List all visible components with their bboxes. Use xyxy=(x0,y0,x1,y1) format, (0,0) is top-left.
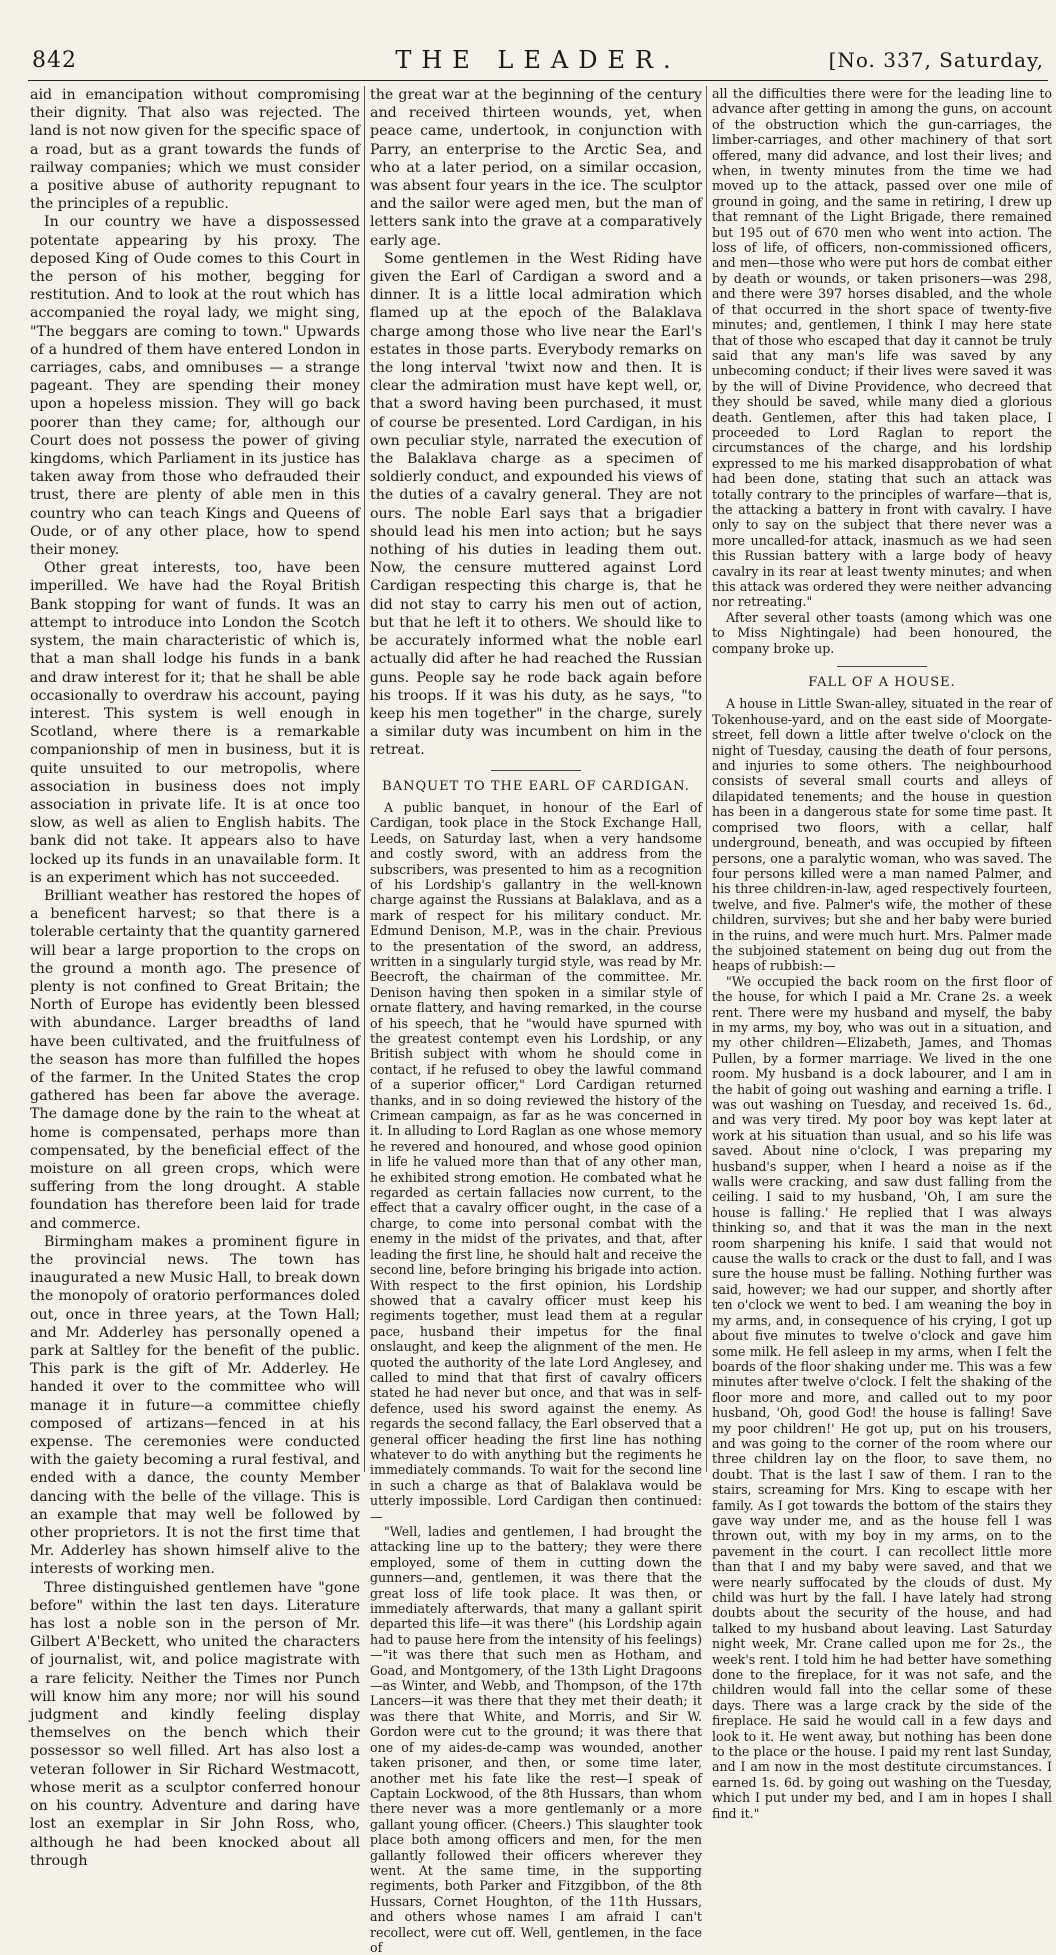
column-2 xyxy=(370,86,703,1955)
paragraph: Birmingham makes a prominent figure in the provincial news. The town has inaugurated a new Music Hall, to break down the monopoly of oratorio performances doled out, once in three years, at the Town Hall; and Mr. Adderley has personally opened a park at Saltley for the benefit of the public. This park is the gift of Mr. Adderley. He handed it over to the committee who will manage it in future—a committee chiefly composed of artizans—fenced in at his expense. The ceremonies were conducted with the gaiety becoming a rural festival, and ended with a dance, the county Member dancing with the belle of the village. This is an example that may well be followed by other proprietors. It is not the first time that Mr. Adderley has shown himself alive to the interests of working men. xyxy=(30,1233,360,1578)
column-divider xyxy=(706,86,707,1472)
issue-info: [No. 337, Saturday, xyxy=(828,48,1044,72)
masthead-title: THE LEADER. xyxy=(395,46,681,74)
paragraph: aid in emancipation without compromising their dignity. That also was rejected. The land is not now given for the specific space of a road, but as a grant towards the funds of railway companies; which we must consider a positive abuse of authority repugnant to the principles of a republic. xyxy=(30,87,360,213)
paragraph: Other great interests, too, have been imperilled. We have had the Royal British Bank stopping for want of funds. It was an attempt to introduce into London the Scotch system, the main characteristic of which is, that a man shall lodge his funds in a bank and draw interest for it; that he shall be able occasionally to overdraw his account, paying interest. This system is well enough in Scotland, where there is a remarkable companionship of men in business, but it is quite unsuited to our metropolis, where association in business does not imply association in private life. It is at once too slow, as well as alien to English habits. The bank did not take. It appears also to have locked up its funds in an unavailable form. It is an experiment which has not succeeded. xyxy=(30,560,360,886)
paragraph: A house in Little Swan-alley, situated in the rear of Tokenhouse-yard, and on the east side of Moorgate-street, fell down a little after twelve o'clock on the night of Tuesday, causing the death of four persons, and injuries to some others. The neighbourhood consists of several small courts and alleys of dilapidated tenements; and the house in question has been in a dangerous state for some time past. It comprised two floors, with a cellar, half underground, beneath, and was occupied by fifteen persons, one a paralytic woman, who was saved. The four persons killed were a man named Palmer, and his three children-in-law, aged respectively fourteen, twelve, and five. Palmer's wife, the mother of these children, survives; but she and her baby were buried in the ruins, and were much hurt. Mrs. Palmer made the subjoined statement on being dug out from the heaps of rubbish:— xyxy=(712,696,1052,974)
section-rule xyxy=(837,666,927,667)
article-heading-banquet: BANQUET TO THE EARL OF CARDIGAN. xyxy=(382,778,690,794)
column-1 xyxy=(30,86,360,1869)
section-rule xyxy=(491,770,581,771)
paragraph: all the difficulties there were for the leading line to advance after getting in among the guns, on account of the obstruction which the gun-carriages, the limber-carriages, and other machinery of that sort offered, many did advance, and lost their lives; and when, in twenty minutes from the time we had moved up to the attack, passed over one mile of ground in going, and the same in retiring, I drew up that remnant of the Light Brigade, there remained but 195 out of 670 men who went into action. The loss of life, of officers, non-commissioned officers, and men—those who were put hors de combat either by death or wounds, or taken prisoners—was 298, and there were 397 horses disabled, and the whole of that occurred in the short space of twenty-five minutes; and, gentlemen, I think I may here state that of those who escaped that day it cannot be truly said that any man's life was saved by any unbecoming conduct; if their lives were saved it was by the will of Divine Providence, who decreed that they should be saved, while many died a glorious death. Gentlemen, after this had taken place, I proceeded to Lord Raglan to report the circumstances of the charge, and his lordship expressed to me his marked disapprobation of what had been done, stating that such an attack was totally contrary to the principles of warfare—that is, the attacking a battery in front with cavalry. I have only to say on the subject that there never was a more uncalled-for attack, inasmuch as we had seen this Russian battery with a large body of heavy cavalry in its rear at least twenty minutes; and when this attack was ordered they were neither advancing nor retreating." xyxy=(712,86,1052,610)
article-heading-fall-of-house: FALL OF A HOUSE. xyxy=(808,675,956,691)
column-3 xyxy=(712,86,1052,1821)
page-number: 842 xyxy=(32,48,77,73)
page-header xyxy=(28,40,1048,81)
paragraph: Brilliant weather has restored the hopes of a beneficent harvest; so that there is a tolerable certainty that the quantity garnered will bear a large proportion to the crops on the ground a month ago. The presence of plenty is not confined to Great Britain; the North of Europe has evidently been blessed with abundance. Larger breadths of land have been cultivated, and the fruitfulness of the season has more than fulfilled the hopes of the farmer. In the United States the crop gathered has been far above the average. The damage done by the rain to the wheat at home is compensated, perhaps more than compensated, by the beneficial effect of the moisture on all green crops, which were suffering from the long drought. A stable foundation has therefore been laid for trade and commerce. xyxy=(30,887,360,1232)
paragraph: Some gentlemen in the West Riding have given the Earl of Cardigan a sword and a dinner. It is a little local admiration which flamed up at the epoch of the Balaklava charge among those who live near the Earl's estates in those parts. Everybody remarks on the long interval 'twixt now and then. It is clear the admiration must have kept well, or, that a sword having been purchased, it must of course be presented. Lord Cardigan, in his own peculiar style, narrated the execution of the Balaklava charge as a specimen of soldierly conduct, and expounded his views of the duties of a cavalry general. They are not ours. The noble Earl says that a brigadier should lead his men into action; but he says nothing of his duties in leading them out. Now, the censure muttered against Lord Cardigan respecting this charge is, that he did not stay to carry his men out of action, but that he left it to others. We should like to be accurately informed what the noble earl actually did after he had reached the Russian guns. People say he rode back again before his troops. If it was his duty, as he says, "to keep his men together" in the charge, surely a similar duty was incumbent on him in the retreat. xyxy=(370,250,702,759)
paragraph: "Well, ladies and gentlemen, I had brought the attacking line up to the battery; they were there employed, some of them in cutting down the gunners—and, gentlemen, it was there that the great loss of life took place. It was then, or immediately afterwards, that many a gallant spirit departed this life—it was there" (his Lordship again had to pause here from the intensity of his feelings)—"it was there that such men as Hotham, and Goad, and Montgomery, of the 13th Light Dragoons—as Winter, and Webb, and Thompson, of the 17th Lancers—it was there that they met their death; it was there that White, and Morris, and Sir W. Gordon were cut to the ground; it was there that one of my aides-de-camp was wounded, another taken prisoner, and then, or some time later, another met his fate like the rest—I speak of Captain Lockwood, of the 8th Hussars, than whom there never was a more gentlemanly or a more gallant young officer. (Cheers.) This slaughter took place both among officers and men, for the men gallantly followed their officers wherever they went. At the same time, in the supporting regiments, both Parker and Fitzgibbon, of the 8th Hussars, Cornet Houghton, of the 11th Hussars, and others whose names I am afraid I can't recollect, were cut off. Well, gentlemen, in the face of xyxy=(370,1524,702,1955)
paragraph: "We occupied the back room on the first floor of the house, for which I paid a Mr. Crane 2s. a week rent. There were my husband and myself, the baby in my arms, my boy, who was out in a situation, and my other children—Elizabeth, James, and Thomas Pullen, by a former marriage. We lived in the one room. My husband is a dock labourer, and I am in the habit of going out washing and earning a trifle. I was out washing on Tuesday, and received 1s. 6d., and was very tired. My poor boy was kept later at work at his situation than usual, and so his life was saved. About nine o'clock, I was preparing my husband's supper, when I heard a noise as if the walls were cracking, and saw dust falling from the ceiling. I said to my husband, 'Oh, I am sure the house is falling.' He replied that I was always thinking so, and that it was the man in the next room sharpening his knife. I said that would not cause the walls to crack or the dust to fall, and I was sure the house must be falling. Nothing further was said, however; we had our supper, and shortly after ten o'clock we went to bed. I am weaning the boy in my arms, and, in consequence of his crying, I got up about five minutes to twelve o'clock and gave him some milk. He fell asleep in my arms, when I felt the boards of the floor shaking under me. This was a few minutes after twelve o'clock. I felt the shaking of the floor more and more, and called out to my poor husband, 'Oh, good God! the house is falling! Save my poor children!' He got up, put on his trousers, and was going to the corner of the room where our three children lay on the floor, to save them, no doubt. That is the last I saw of them. I ran to the stairs, screaming for Mrs. King to escape with her family. As I got towards the bottom of the stairs they gave way under me, and as the house fell I was thrown out, with my boy in my arms, on to the pavement in the court. I can recollect little more than that I and my baby were saved, and that we were nearly suffocated by the clouds of dust. My child was hurt by the fall. I have lately had strong doubts about the security of the house, and had talked to my husband about leaving. Last Saturday night week, Mr. Crane called upon me for 2s., the week's rent. I told him he had better have something done to the fireplace, for it was not safe, and the children would fall into the cellar some of these days. There was a large crack by the side of the fireplace. He said he would call in a few days and look to it. He went away, but nothing has been done to the place or the house. I paid my rent last Sunday, and I am now in the most destitute circumstances. I earned 1s. 6d. by going out washing on the Tuesday, which I put under my bed, and I am in hopes I shall find it." xyxy=(712,973,1052,1821)
paragraph: After several other toasts (among which was one to Miss Nightingale) had been honoured, the company broke up. xyxy=(712,609,1052,656)
column-divider xyxy=(364,86,365,1472)
paragraph: the great war at the beginning of the century and received thirteen wounds, yet, when peace came, undertook, in conjunction with Parry, an enterprise to the Arctic Sea, and who at a later period, on a similar occasion, was absent four years in the ice. The sculptor and the sailor were aged men, but the man of letters sank into the grave at a comparatively early age. xyxy=(370,87,702,249)
paragraph: Three distinguished gentlemen have "gone before" within the last ten days. Literature has lost a noble son in the person of Mr. Gilbert A'Beckett, who united the characters of journalist, wit, and police magistrate with a rare felicity. Neither the Times nor Punch will know him any more; nor will his sound judgment and kindly feeling display themselves on the bench which their possessor so well filled. Art has also lost a veteran follower in Sir Richard Westmacott, whose merit as a sculptor conferred honour on his country. Adventure and daring have lost an exemplar in Sir John Ross, who, although he had been knocked about all through xyxy=(30,1579,360,1869)
paragraph: A public banquet, in honour of the Earl of Cardigan, took place in the Stock Exchange Hall, Leeds, on Saturday last, when a very handsome and costly sword, with an address from the subscribers, was presented to him as a recognition of his Lordship's gallantry in the well-known charge against the Russians at Balaklava, and as a mark of respect for his military conduct. Mr. Edmund Denison, M.P., was in the chair. Previous to the presentation of the sword, an address, written in a singularly turgid style, was read by Mr. Beecroft, the chairman of the committee. Mr. Denison having then spoken in a similar style of ornate flattery, and having remarked, in the course of his speech, that he "would have spurned with the greatest contempt even his Lordship, or any British subject with whom he should come in contact, if he refused to obey the lawful command of a superior officer," Lord Cardigan returned thanks, and in so doing reviewed the history of the Crimean campaign, as far as he was concerned in it. In alluding to Lord Raglan as one whose memory he revered and honoured, and whose good opinion in life he valued more than that of any other man, he exhibited strong emotion. He combated what he regarded as certain fallacies now current, to the effect that a cavalry officer ought, in the case of a charge, to come into personal combat with the enemy in the midst of the privates, and that, after leading the first line, he should halt and receive the second line, before bringing his brigade into action. With respect to the first opinion, his Lordship showed that a cavalry officer must keep his regiments together, must lead them at a regular pace, husband their impetus for the final onslaught, and keep the alignment of the men. He quoted the authority of the late Lord Anglesey, and called to mind that that first of cavalry officers stated he had never but once, and that was in self-defence, used his sword against the enemy. As regards the second fallacy, the Earl observed that a general officer heading the first line has nothing whatever to do with anything but the regiments he immediately commands. To wait for the second line in such a charge as that of Balaklava would be utterly impossible. Lord Cardigan then continued:— xyxy=(370,799,703,1524)
paragraph: In our country we have a dispossessed potentate appearing by his proxy. The deposed King of Oude comes to this Court in the person of his mother, begging for restitution. And to look at the rout which has accompanied the royal lady, we might sing, "The beggars are coming to town." Upwards of a hundred of them have entered London in carriages, cabs, and omnibuses — a strange pageant. They are spending their money upon a hopeless mission. They will go back poorer than they came; for, although our Court does not possess the power of giving kingdoms, which Parliament in its justice has taken away from those who defrauded their trust, there are plenty of able men in this country who can teach Kings and Queens of Oude, or of any other place, how to spend their money. xyxy=(30,214,360,559)
